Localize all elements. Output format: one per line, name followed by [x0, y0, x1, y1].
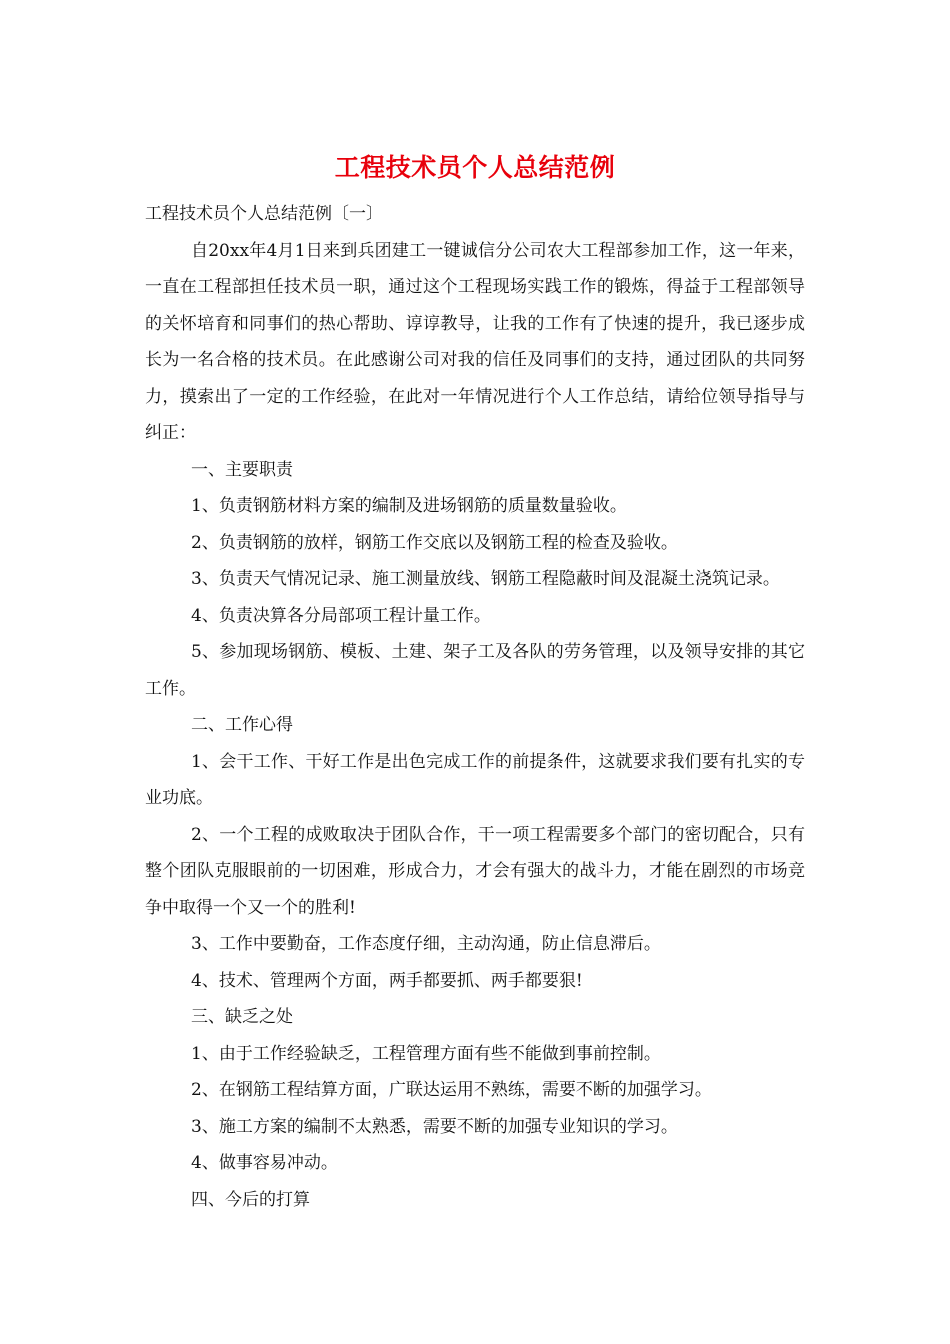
paragraph: 自20xx年4月1日来到兵团建工一键诚信分公司农大工程部参加工作，这一年来，一直在工程部担任技术员一职，通过这个工程现场实践工作的锻炼，得益于工程部领导的关怀培育和同事们的热心帮助、谆谆教导，让我的工作有了快速的提升，我已逐步成长为一名合格的技术员。在此感谢公司对我的信任及同事们的支持，通过团队的共同努力，摸索出了一定的工作经验，在此对一年情况进行个人工作总结，请给位领导指导与纠正：	[145, 240, 805, 443]
paragraph: 2、负责钢筋的放样，钢筋工作交底以及钢筋工程的检查及验收。	[191, 532, 678, 553]
paragraph: 1、由于工作经验缺乏，工程管理方面有些不能做到事前控制。	[191, 1043, 661, 1064]
paragraph: 一、主要职责	[191, 459, 293, 480]
paragraph: 2、一个工程的成败取决于团队合作，干一项工程需要多个部门的密切配合，只有整个团队克服眼前的一切困难，形成合力，才会有强大的战斗力，才能在剧烈的市场竞争中取得一个又一个的胜利!	[145, 824, 805, 918]
paragraph: 4、技术、管理两个方面，两手都要抓、两手都要狠!	[191, 970, 583, 991]
document-title: 工程技术员个人总结范例	[334, 153, 616, 182]
paragraph: 4、负责决算各分局部项工程计量工作。	[191, 605, 491, 626]
paragraph: 二、工作心得	[191, 715, 293, 735]
paragraph: 四、今后的打算	[191, 1189, 310, 1210]
paragraph: 2、在钢筋工程结算方面，广联达运用不熟练，需要不断的加强学习。	[191, 1080, 712, 1100]
paragraph: 工程技术员个人总结范例〔一〕	[145, 204, 383, 224]
paragraph: 1、负责钢筋材料方案的编制及进场钢筋的质量数量验收。	[191, 496, 627, 516]
paragraph: 5、参加现场钢筋、模板、土建、架子工及各队的劳务管理，以及领导安排的其它工作。	[145, 642, 805, 699]
paragraph: 3、负责天气情况记录、施工测量放线、钢筋工程隐蔽时间及混凝土浇筑记录。	[191, 569, 780, 589]
paragraph: 三、缺乏之处	[191, 1007, 293, 1027]
paragraph: 3、施工方案的编制不太熟悉，需要不断的加强专业知识的学习。	[191, 1116, 678, 1137]
paragraph: 4、做事容易冲动。	[191, 1153, 338, 1173]
paragraph: 3、工作中要勤奋，工作态度仔细，主动沟通，防止信息滞后。	[191, 934, 661, 954]
paragraph: 1、会干工作、干好工作是出色完成工作的前提条件，这就要求我们要有扎实的专业功底。	[145, 751, 805, 808]
document-body	[145, 196, 805, 1218]
